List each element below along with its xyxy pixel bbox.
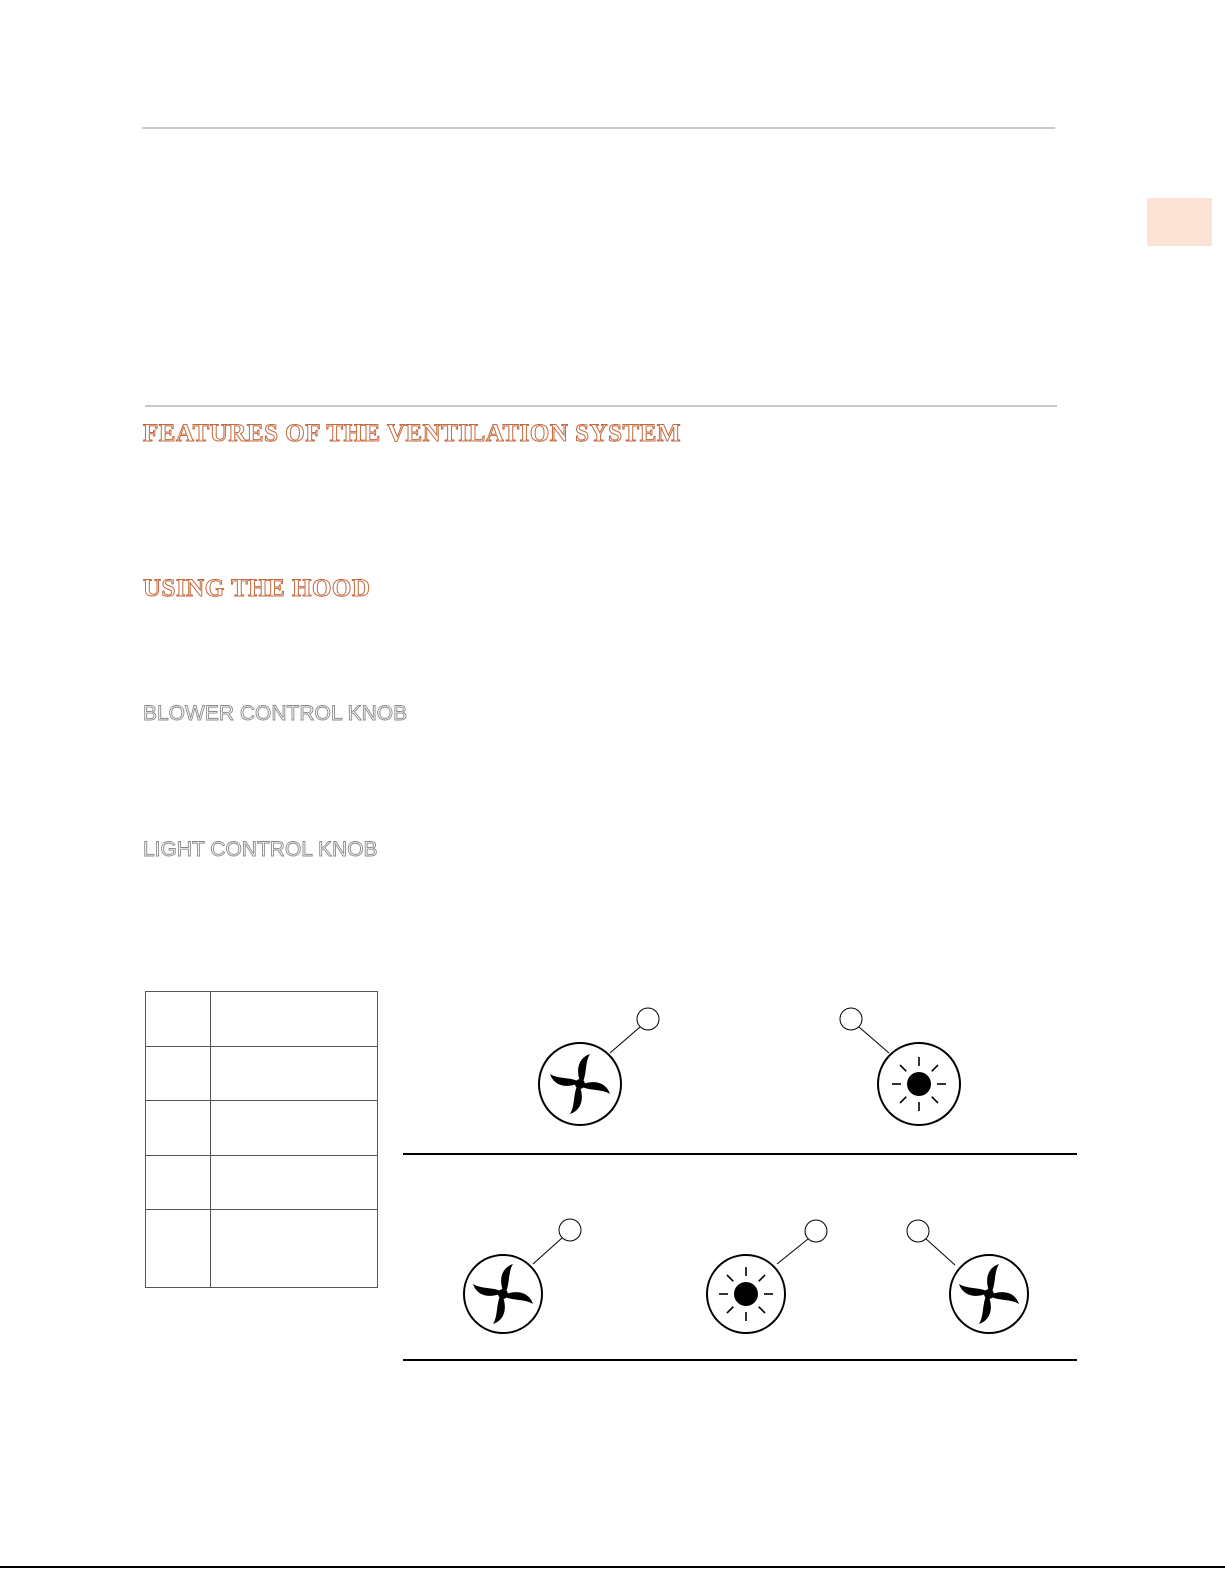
top-divider bbox=[142, 127, 1055, 129]
features-heading: FEATURES OF THE VENTILATION SYSTEM bbox=[143, 420, 681, 447]
legend-value bbox=[211, 1101, 378, 1156]
legend-key bbox=[146, 1047, 211, 1101]
control-knob-diagram bbox=[400, 995, 1090, 1375]
legend-value bbox=[211, 1210, 378, 1288]
light-icon bbox=[892, 1057, 946, 1111]
table-row bbox=[146, 992, 378, 1047]
table-row bbox=[146, 1101, 378, 1156]
callout-circle bbox=[559, 1219, 581, 1241]
callout-circle bbox=[840, 1008, 862, 1030]
table-row bbox=[146, 1047, 378, 1101]
callout-circle bbox=[805, 1220, 827, 1242]
legend-value bbox=[211, 1156, 378, 1210]
using-hood-heading: USING THE HOOD bbox=[143, 575, 371, 602]
light-control-heading: LIGHT CONTROL KNOB bbox=[143, 838, 378, 861]
blower-knob bbox=[464, 1219, 581, 1333]
callout-circle bbox=[907, 1220, 929, 1242]
light-icon bbox=[719, 1267, 773, 1321]
legend-key bbox=[146, 1101, 211, 1156]
legend-value bbox=[211, 1047, 378, 1101]
page-bottom-rule bbox=[0, 1566, 1225, 1568]
section-tab bbox=[1147, 198, 1212, 246]
light-knob bbox=[840, 1008, 960, 1125]
blower-knob bbox=[907, 1220, 1028, 1333]
legend-value bbox=[211, 992, 378, 1047]
legend-table bbox=[145, 991, 378, 1288]
table-row bbox=[146, 1156, 378, 1210]
blower-control-heading: BLOWER CONTROL KNOB bbox=[143, 702, 408, 725]
legend-key bbox=[146, 992, 211, 1047]
light-knob bbox=[707, 1220, 827, 1333]
blower-knob bbox=[539, 1008, 659, 1125]
section-divider bbox=[145, 405, 1057, 407]
callout-circle bbox=[637, 1008, 659, 1030]
table-row bbox=[146, 1210, 378, 1288]
legend-key bbox=[146, 1210, 211, 1288]
legend-key bbox=[146, 1156, 211, 1210]
